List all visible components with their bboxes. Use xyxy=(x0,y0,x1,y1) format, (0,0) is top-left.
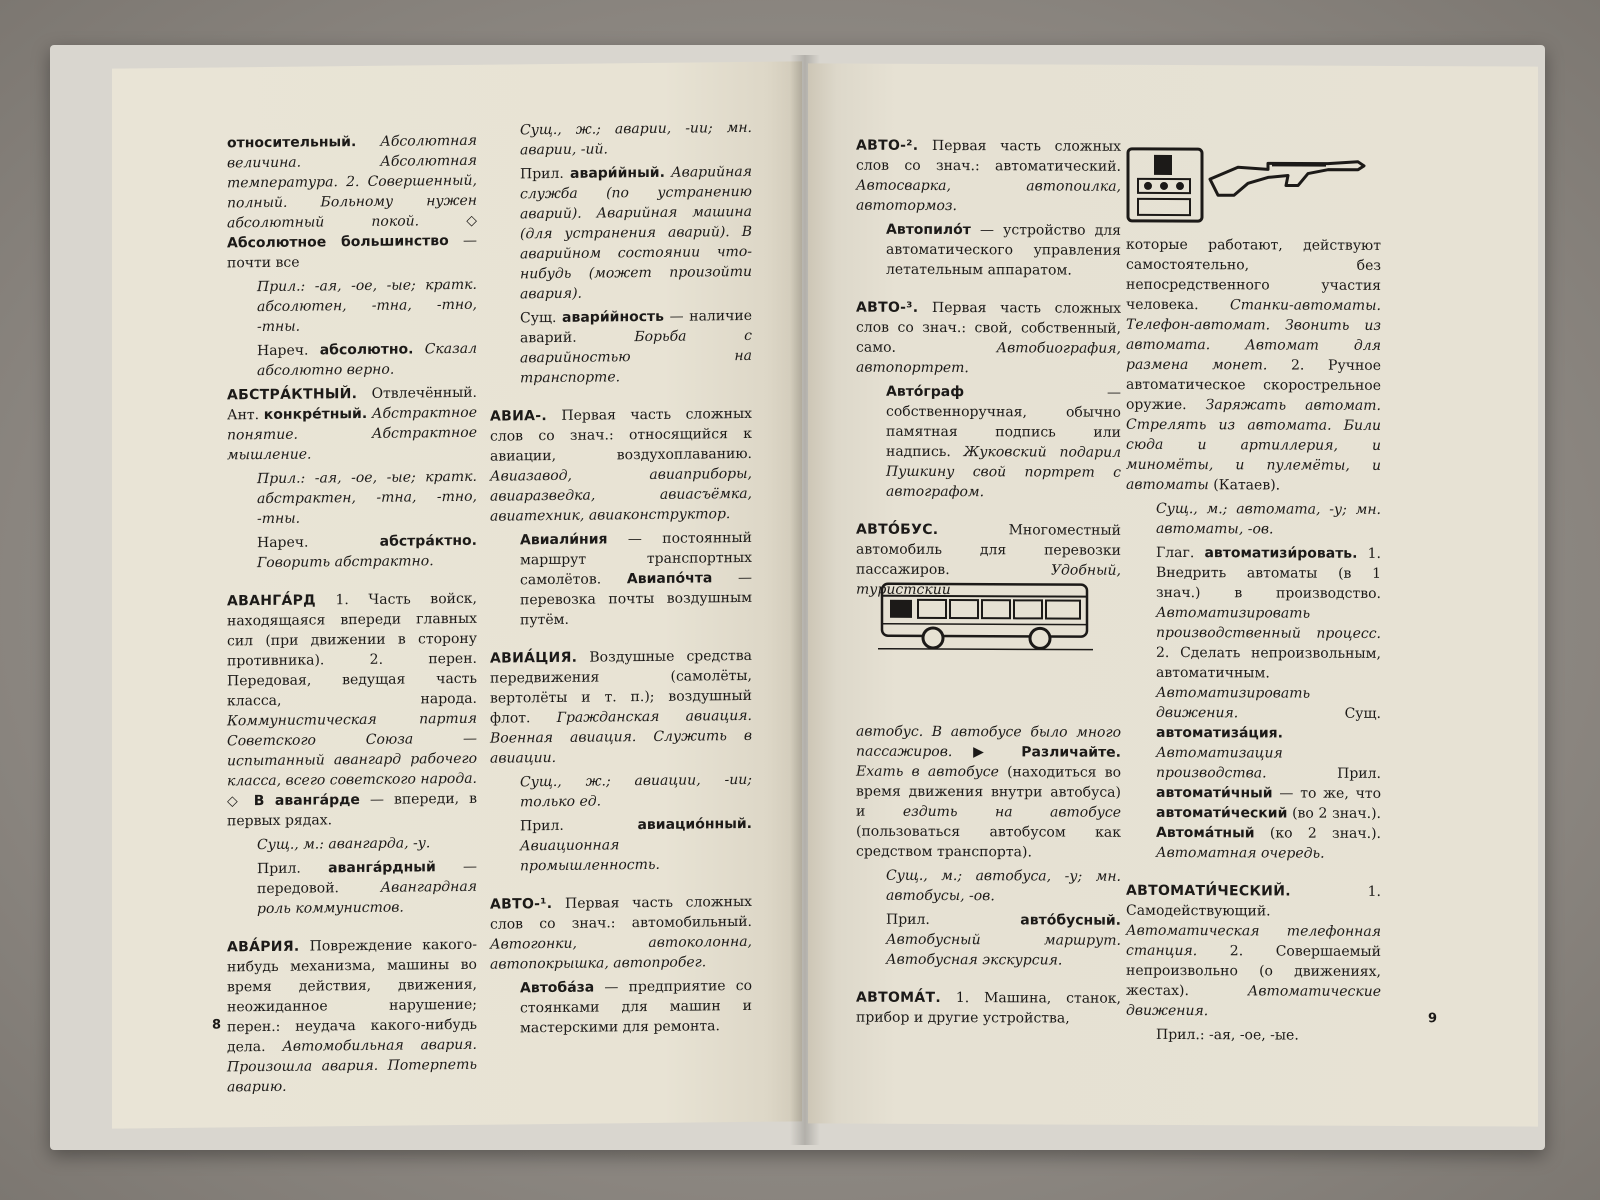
entry-grammar xyxy=(227,275,477,338)
right-column-2 xyxy=(1126,235,1381,1050)
example-text: Автобусный маршрут. Автобусная экскурсия. xyxy=(886,931,1121,969)
example-text: Говорить абстрактно. xyxy=(257,553,434,572)
definition: 2. Ручное автоматическое скорострельное оружие. xyxy=(1126,357,1381,414)
grammar-text: Прил.: -ая, -ое, -ые; кратк. абсолютен, -тна, -тно, -тны. xyxy=(257,276,477,336)
definition: Отвлечённый. Ант. xyxy=(227,384,477,424)
entry-avtomat-cont xyxy=(1126,235,1381,496)
example-text: Автоматическая телефонная станция. xyxy=(1126,922,1381,960)
entry-aviaciya xyxy=(490,646,752,769)
entry-absolyutny-continued xyxy=(227,131,477,274)
example-text: Автогонки, автоколонна, автопокрышка, автопробег. xyxy=(490,933,752,973)
label: Прил. xyxy=(520,817,564,835)
derived-word: авто́бусный. xyxy=(1020,912,1121,929)
bus-illustration xyxy=(878,574,1093,653)
grammar-text: Сущ., м.: авангарда, -у. xyxy=(257,835,431,854)
definition: (находиться во время движения внутри автобуса) и xyxy=(856,764,1122,820)
page-number: 8 xyxy=(212,1017,222,1033)
left-column-1 xyxy=(227,131,477,1102)
derived-word: Автома́тный xyxy=(1156,824,1255,842)
headword: АВИА-. xyxy=(490,408,547,425)
example-text: Автоматические движения. xyxy=(1126,983,1381,1020)
derived-word: авиацио́нный. xyxy=(637,815,752,834)
entry-grammar xyxy=(490,770,752,813)
example-text: Абстрактное понятие. Абстрактное мышление. xyxy=(227,404,477,464)
left-page xyxy=(112,61,802,1128)
entry-compound xyxy=(490,976,752,1039)
label: Сущ. xyxy=(520,309,557,327)
grammar-text: Сущ., ж.; авиации, -ии; только ед. xyxy=(520,771,752,811)
cross-reference: автомати́ческий xyxy=(1156,804,1288,822)
headword: АВТОМАТИ́ЧЕСКИЙ. xyxy=(1126,882,1291,900)
entry-avtomat xyxy=(856,988,1121,1029)
compound-word: Автоба́за xyxy=(520,979,595,997)
headword: АВТО-³. xyxy=(856,299,919,316)
derived-word: абсолютно. xyxy=(319,341,414,359)
example-text: Коммунистическая партия Советского Союза — испытанный авангард рабочего класса, всего советского народа. xyxy=(227,710,477,790)
label: Нареч. xyxy=(257,342,309,360)
idiom: ◇ В аванга́рде xyxy=(227,792,360,810)
entry-derived xyxy=(856,910,1121,971)
definition: (во 2 знач.). xyxy=(1292,805,1382,822)
compound-word: Авиапо́чта xyxy=(626,570,713,588)
entry-compound xyxy=(490,528,752,631)
rifle-illustration xyxy=(1208,153,1368,200)
definition: (ко 2 знач.). xyxy=(1269,825,1381,842)
headword: АВИА́ЦИЯ. xyxy=(490,649,578,667)
definition: Повреждение какого-нибудь механизма, машины во время действия, движения, неожиданное нарушение; перен.: неудача какого-нибудь дела. xyxy=(227,936,478,1056)
example-text: Авиазавод, авиаприборы, авиаразведка, авиасъёмка, авиатехник, авиаконструктор. xyxy=(490,465,752,525)
label: Прил. xyxy=(257,860,301,878)
definition: 2. Сделать непроизвольным, автоматичным. xyxy=(1156,644,1381,682)
definition: — предприятие со стоянками для машин и мастерскими для ремонта. xyxy=(520,977,753,1037)
entry-grammar xyxy=(227,467,477,530)
example-text: Аварийная служба (по устранению аварий). Аварийная машина (для устранения аварий). В аварийном состоянии что-нибудь (может произойти авария). xyxy=(520,163,752,303)
entry-avia xyxy=(490,404,752,527)
example-text: Автоматизация производства. xyxy=(1156,744,1283,782)
entry-derived xyxy=(227,857,477,920)
example-text: Автобиография, автопортрет. xyxy=(856,340,1121,377)
example-text: Удобный, туристский xyxy=(856,562,1121,599)
label: Прил. xyxy=(520,165,564,183)
label: Сущ. xyxy=(1344,705,1381,722)
definition: — передовой. xyxy=(257,858,477,898)
definition: Многоместный автомобиль для перевозки пассажиров. xyxy=(856,522,1121,579)
derived-word: аванга́рдный xyxy=(328,859,436,877)
label: Прил. xyxy=(886,911,930,928)
example-text: Автоматизировать движения. xyxy=(1156,684,1311,722)
entry-abstraktny xyxy=(227,383,477,466)
compound-word: Авто́граф xyxy=(886,383,965,401)
example-text: автобус. В автобусе было много пассажиров. xyxy=(856,723,1121,761)
entry-grammar xyxy=(227,833,477,856)
example-text: Автоматная очередь. xyxy=(1156,844,1325,862)
example-text: Абсолютная величина. Абсолютная температура. 2. Совершенный, полный. Больному нужен абсолютный покой. xyxy=(227,132,477,232)
entry-grammar xyxy=(856,866,1121,907)
label: Прил. xyxy=(1337,765,1381,782)
definition: 2. Совершаемый непроизвольно (о движениях, жестах). xyxy=(1126,943,1381,1000)
definition: — перевозка почты воздушным путём. xyxy=(520,569,752,629)
definition: — устройство для автоматического управления летательным аппаратом. xyxy=(886,222,1122,279)
entry-avtobus-cont xyxy=(856,722,1121,863)
definition: 1. Машина, станок, прибор и другие устройства, xyxy=(856,990,1122,1027)
entry-avto-3 xyxy=(856,298,1121,379)
definition: Первая часть сложных слов со знач.: относящийся к авиации, воздухоплаванию. xyxy=(490,405,752,465)
definition: Первая часть сложных слов со знач.: автоматический. xyxy=(856,137,1122,175)
entry-derived xyxy=(490,162,752,305)
vending-machine-illustration xyxy=(1126,147,1206,225)
definition: — постоянный маршрут транспортных самолётов. xyxy=(520,529,752,589)
grammar-text: Прил.: -ая, -ое, -ые. xyxy=(1156,1026,1299,1044)
left-column-2 xyxy=(490,118,752,1043)
example-text: Авиационная промышленность. xyxy=(520,837,660,875)
entry-grammar xyxy=(490,118,752,161)
text-bold: относительный. xyxy=(227,134,357,152)
example-text: Гражданская авиация. Военная авиация. Служить в авиации. xyxy=(490,707,752,767)
idiom-definition: — почти все xyxy=(227,232,477,272)
grammar-text: Сущ., м.; автомата, -у; мн. автоматы, -ов. xyxy=(1156,500,1381,538)
entry-grammar xyxy=(1126,499,1381,540)
derived-word: авари́йный. xyxy=(570,164,665,182)
example-text: Жуковский подарил Пушкину свой портрет с автографом. xyxy=(886,444,1122,501)
compound-word: Автопило́т xyxy=(886,221,971,239)
grammar-text: Сущ., м.; автобуса, -у; мн. автобусы, -ов. xyxy=(886,867,1121,905)
example-text: Борьба с аварийностью на транспорте. xyxy=(520,327,752,387)
definition: 1. Внедрить автоматы (в 1 знач.) в производство. xyxy=(1156,545,1381,602)
compound-word: Авиали́ния xyxy=(520,531,608,549)
grammar-text: Прил.: -ая, -ое, -ые; кратк. абстрактен, -тна, -тно, -тны. xyxy=(257,468,477,528)
example-text: ездить на автобусе xyxy=(902,803,1122,821)
derived-word: автоматизи́ровать. xyxy=(1204,545,1358,562)
definition: 1. Самодействующий. xyxy=(1126,883,1381,920)
page-number: 9 xyxy=(1428,1011,1438,1027)
derived-word: абстра́ктно. xyxy=(379,532,477,550)
definition: Воздушные средства передвижения (самолёты, вертолёты и т. п.); воздушный флот. xyxy=(490,647,752,727)
derived-word: автомати́чный xyxy=(1156,784,1273,802)
definition: Первая часть сложных слов со знач.: свой, собственный, само. xyxy=(856,299,1122,356)
right-page xyxy=(808,63,1538,1126)
headword: АВА́РИЯ. xyxy=(227,938,300,956)
usage-note-label: ▶ Различайте. xyxy=(973,744,1121,761)
example-text: Авангардная роль коммунистов. xyxy=(257,878,477,918)
headword: АВТОМА́Т. xyxy=(856,989,941,1006)
derived-word: автоматиза́ция. xyxy=(1156,724,1283,742)
example-text: Ехать в автобусе xyxy=(856,763,999,781)
entry-compound xyxy=(856,220,1121,281)
entry-avangard xyxy=(227,589,477,832)
headword: АВАНГА́РД xyxy=(227,592,316,610)
definition: Первая часть сложных слов со знач.: автомобильный. xyxy=(490,893,753,933)
headword: АВТО-¹. xyxy=(490,896,553,913)
example-text: Заряжать автомат. Стрелять из автомата. Били сюда и артиллерия, и миномёты, и пулемёты, и автоматы xyxy=(1126,397,1381,494)
headword: АВТО-². xyxy=(856,137,919,154)
label: Нареч. xyxy=(257,534,309,552)
example-text: Сказал абсолютно верно. xyxy=(257,340,478,380)
idiom: ◇ Абсолютное большинство xyxy=(227,212,478,252)
definition: (пользоваться автобусом как средством транспорта). xyxy=(856,823,1121,861)
grammar-text: Сущ., ж.; аварии, -ии; мн. аварии, -ий. xyxy=(520,119,752,159)
entry-derived xyxy=(227,531,477,574)
headword: АБСТРА́КТНЫЙ. xyxy=(227,386,358,404)
example-text: Автомобильная авария. Произошла авария. Потерпеть аварию. xyxy=(227,1036,478,1096)
definition: которые работают, действуют самостоятельно, без непосредственного участия человека. xyxy=(1126,236,1381,314)
entry-avariya xyxy=(227,935,477,1098)
headword: АВТО́БУС. xyxy=(856,521,939,538)
entry-compound xyxy=(856,382,1121,503)
definition: — наличие аварий. xyxy=(520,307,753,347)
example-text: Станки-автоматы. Телефон-автомат. Звонить из автомата. Автомат для размена монет. xyxy=(1126,297,1381,374)
definition: — то же, что xyxy=(1279,785,1381,802)
entry-avto-1 xyxy=(490,892,752,975)
entry-grammar xyxy=(1126,1025,1381,1046)
entry-derived xyxy=(1126,543,1381,864)
definition: 1. Часть войск, находящаяся впереди главных сил (при движении в сторону противника). 2. перен. Передовая, ведущая часть класса, народа. xyxy=(227,590,477,710)
derived-word: авари́йность xyxy=(562,308,664,326)
entry-avtomaticheskiy xyxy=(1126,881,1381,1022)
entry-avto-2 xyxy=(856,136,1121,217)
source-citation: (Катаев). xyxy=(1213,477,1281,494)
entry-derived xyxy=(490,306,752,389)
label: Глаг. xyxy=(1156,544,1195,562)
idiom-definition: — впереди, в первых рядах. xyxy=(227,790,478,830)
definition: — собственноручная, обычно памятная подпись или надпись. xyxy=(886,384,1121,461)
example-text: Автосварка, автопоилка, автотормоз. xyxy=(856,177,1121,215)
antonym: конкре́тный. xyxy=(263,405,368,424)
entry-derived xyxy=(227,339,477,382)
entry-derived xyxy=(490,814,752,877)
example-text: Автоматизировать производственный процесс. xyxy=(1156,604,1381,642)
